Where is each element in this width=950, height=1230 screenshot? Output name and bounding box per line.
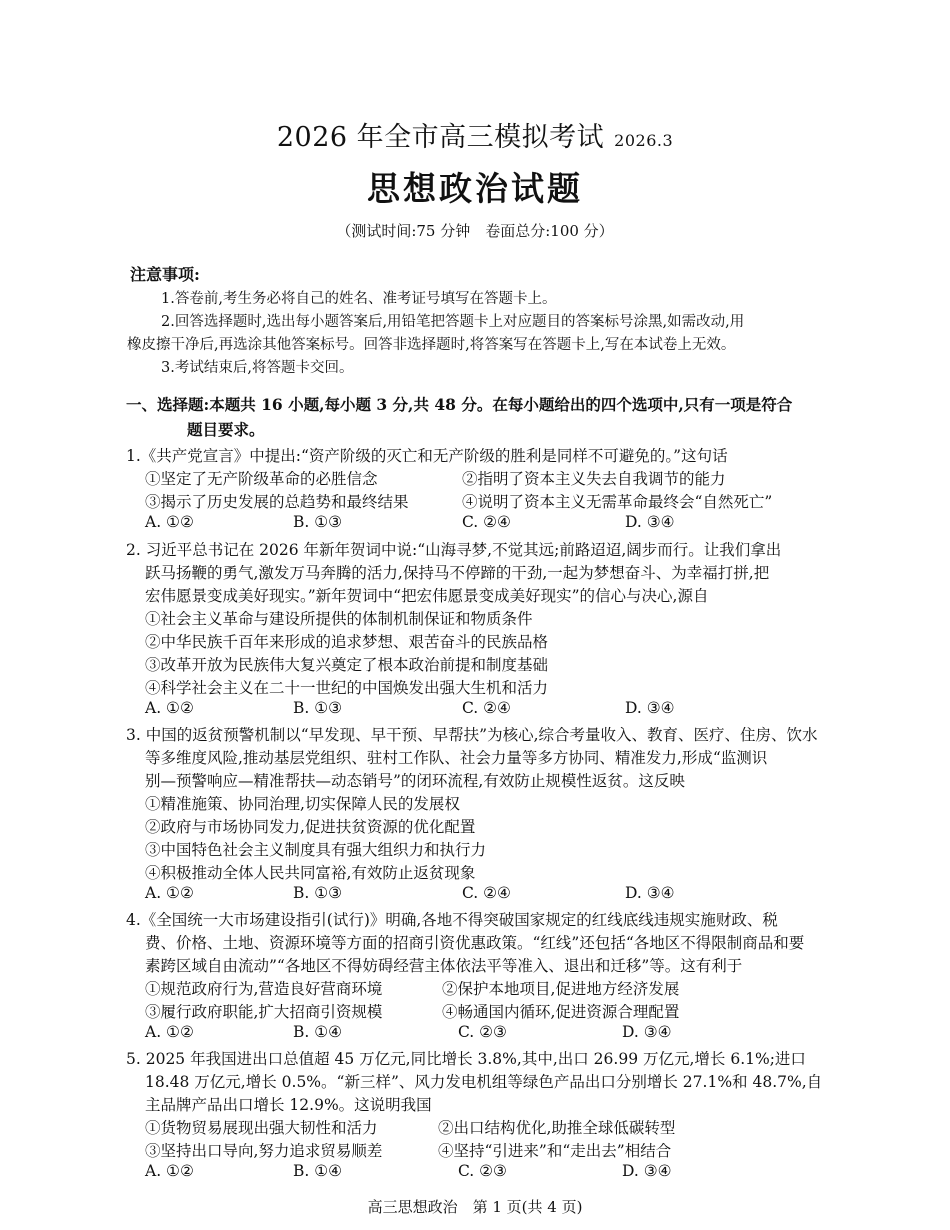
question-stem: 宏伟愿景变成美好现实。”新年贺词中“把宏伟愿景变成美好现实”的信心与决心,源自 xyxy=(145,587,709,605)
option-item: ④积极推动全体人民共同富裕,有效防止返贫现象 xyxy=(145,864,476,882)
option-item: ④畅通国内循环,促进资源合理配置 xyxy=(442,1003,680,1021)
answer-choice: D. ③④ xyxy=(625,699,675,717)
notice-heading: 注意事项: xyxy=(130,265,200,284)
option-item: ④坚持“引进来”和“走出去”相结合 xyxy=(438,1142,672,1160)
answer-choice: C. ②④ xyxy=(462,884,511,902)
answer-choice: C. ②③ xyxy=(458,1023,507,1041)
option-item: ①坚定了无产阶级革命的必胜信念 xyxy=(145,470,378,488)
page-footer: 高三思想政治 第 1 页(共 4 页) xyxy=(367,1198,583,1216)
option-item: ①精准施策、协同治理,切实保障人民的发展权 xyxy=(145,795,460,813)
notice-line: 3.考试结束后,将答题卡交回。 xyxy=(161,360,354,376)
notice-line: 橡皮擦干净后,再选涂其他答案标号。回答非选择题时,将答案写在答题卡上,写在本试卷上无效。 xyxy=(127,337,736,353)
question-stem: 5. 2025 年我国进出口总值超 45 万亿元,同比增长 3.8%,其中,出口 26.99 万亿元,增长 6.1%;进口 xyxy=(126,1050,806,1068)
question-stem: 主品牌产品出口增长 12.9%。这说明我国 xyxy=(145,1096,432,1114)
question-stem: 18.48 万亿元,增长 0.5%。“新三样”、风力发电机组等绿色产品出口分别增长 27.1%和 48.7%,自 xyxy=(145,1073,823,1091)
answer-choice: B. ①④ xyxy=(293,1162,343,1180)
question-stem: 1.《共产党宣言》中提出:“资产阶级的灭亡和无产阶级的胜利是同样不可避免的。”这句话 xyxy=(126,447,728,465)
exam-title xyxy=(0,115,950,154)
option-item: ①社会主义革命与建设所提供的体制机制保证和物质条件 xyxy=(145,610,533,628)
subject-title: 思想政治试题 xyxy=(367,169,583,208)
answer-choice: A. ①② xyxy=(145,1023,194,1041)
exam-meta: （测试时间:75 分钟 卷面总分:100 分） xyxy=(336,222,614,240)
answer-choice: B. ①③ xyxy=(293,699,343,717)
question-stem: 跃马扬鞭的勇气,激发万马奔腾的活力,保持马不停蹄的干劲,一起为梦想奋斗、为幸福打拼,把 xyxy=(145,564,770,582)
answer-choice: B. ①③ xyxy=(293,513,343,531)
question-stem: 2. 习近平总书记在 2026 年新年贺词中说:“山海寻梦,不觉其远;前路迢迢,阔步而行。让我们拿出 xyxy=(126,541,782,559)
question-stem: 等多维度风险,推动基层党组织、驻村工作队、社会力量等多方协同、精准发力,形成“监测识 xyxy=(145,749,768,767)
answer-choice: A. ①② xyxy=(145,699,194,717)
option-item: ③中国特色社会主义制度具有强大组织力和执行力 xyxy=(145,841,487,859)
section-heading: 一、选择题:本题共 16 小题,每小题 3 分,共 48 分。在每小题给出的四个选项中,只有一项是符合 xyxy=(126,395,793,414)
answer-choice: D. ③④ xyxy=(625,884,675,902)
answer-choice: D. ③④ xyxy=(622,1023,672,1041)
question-stem: 3. 中国的返贫预警机制以“早发现、早干预、早帮扶”为核心,综合考量收入、教育、医疗、住房、饮水 xyxy=(126,726,818,744)
exam-date: 2026.3 xyxy=(614,131,674,150)
answer-choice: B. ①④ xyxy=(293,1023,343,1041)
option-item: ①货物贸易展现出强大韧性和活力 xyxy=(145,1119,378,1137)
notice-line: 1.答卷前,考生务必将自己的姓名、准考证号填写在答题卡上。 xyxy=(161,291,557,307)
section-heading-cont: 题目要求。 xyxy=(187,420,265,439)
question-stem: 素跨区域自由流动”“各地区不得妨碍经营主体依法平等准入、退出和迁移”等。这有利于 xyxy=(145,957,743,975)
question-stem: 费、价格、土地、资源环境等方面的招商引资优惠政策。“红线”还包括“各地区不得限制商品和要 xyxy=(145,934,805,952)
option-item: ②政府与市场协同发力,促进扶贫资源的优化配置 xyxy=(145,818,476,836)
answer-choice: C. ②④ xyxy=(462,699,511,717)
answer-choice: A. ①② xyxy=(145,884,194,902)
option-item: ③改革开放为民族伟大复兴奠定了根本政治前提和制度基础 xyxy=(145,656,549,674)
question-stem: 4.《全国统一大市场建设指引(试行)》明确,各地不得突破国家规定的红线底线违规实施财政、税 xyxy=(126,911,778,929)
option-item: ②指明了资本主义失去自我调节的能力 xyxy=(462,470,726,488)
notice-line: 2.回答选择题时,选出每小题答案后,用铅笔把答题卡上对应题目的答案标号涂黑,如需改动,用 xyxy=(161,314,745,330)
answer-choice: A. ①② xyxy=(145,513,194,531)
option-item: ③坚持出口导向,努力追求贸易顺差 xyxy=(145,1142,383,1160)
option-item: ③揭示了历史发展的总趋势和最终结果 xyxy=(145,493,409,511)
exam-title-text: 2026 年全市高三模拟考试 xyxy=(276,122,605,153)
option-item: ④科学社会主义在二十一世纪的中国焕发出强大生机和活力 xyxy=(145,679,549,697)
question-stem: 别—预警响应—精准帮扶—动态销号”的闭环流程,有效防止规模性返贫。这反映 xyxy=(145,772,685,790)
option-item: ①规范政府行为,营造良好营商环境 xyxy=(145,980,383,998)
answer-choice: B. ①③ xyxy=(293,884,343,902)
answer-choice: D. ③④ xyxy=(625,513,675,531)
option-item: ④说明了资本主义无需革命最终会“自然死亡” xyxy=(462,493,773,511)
option-item: ②出口结构优化,助推全球低碳转型 xyxy=(438,1119,676,1137)
option-item: ③履行政府职能,扩大招商引资规模 xyxy=(145,1003,383,1021)
option-item: ②保护本地项目,促进地方经济发展 xyxy=(442,980,680,998)
answer-choice: C. ②④ xyxy=(462,513,511,531)
answer-choice: D. ③④ xyxy=(622,1162,672,1180)
answer-choice: C. ②③ xyxy=(458,1162,507,1180)
option-item: ②中华民族千百年来形成的追求梦想、艰苦奋斗的民族品格 xyxy=(145,633,549,651)
answer-choice: A. ①② xyxy=(145,1162,194,1180)
